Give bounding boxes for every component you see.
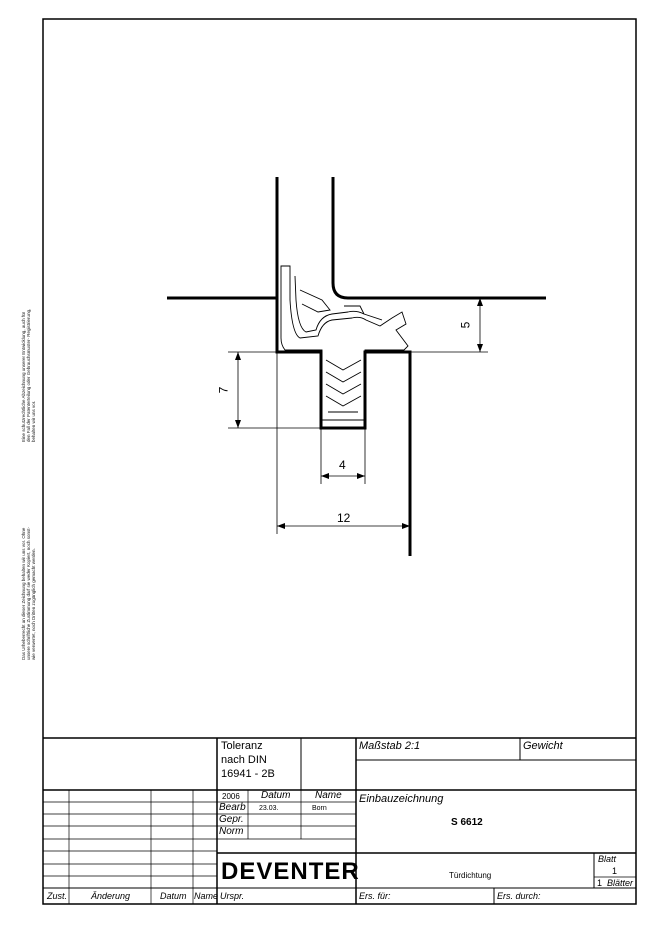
bearb-name: Born bbox=[312, 805, 327, 812]
blaetter-value: 1 bbox=[597, 878, 603, 888]
toleranz-line-3: 16941 - 2B bbox=[221, 768, 275, 780]
footer-ers-fuer: Ers. für: bbox=[359, 891, 391, 901]
gepr-label: Gepr. bbox=[219, 814, 244, 825]
copyright-line-1: Das Urheberrecht an dieser Zeichnung behalten wir uns vor. Ohne bbox=[21, 527, 26, 660]
blatt-label: Blatt bbox=[598, 854, 617, 864]
datum-header: Datum bbox=[261, 790, 291, 801]
drawing-number: S 6612 bbox=[451, 817, 483, 828]
dimension-7-label: 7 bbox=[216, 386, 231, 394]
part-description: Türdichtung bbox=[449, 871, 492, 880]
dimension-arrows bbox=[235, 298, 483, 529]
blaetter-label: Blätter bbox=[607, 878, 634, 888]
profile-drawing bbox=[167, 177, 546, 556]
toleranz-line-1: Toleranz bbox=[221, 740, 263, 752]
dimension-4-label: 4 bbox=[339, 458, 346, 472]
patent-line-2: den Fall der Patenterteilung oder Gebrauchsmuster- Registrierung, bbox=[26, 308, 32, 442]
drawing-title: Einbauzeichnung bbox=[359, 793, 444, 805]
company-logo: DEVENTER bbox=[221, 858, 360, 885]
patent-line-1: Eine schutzrechtliche Abzeichnung unserer Entwicklung, auch für bbox=[21, 311, 26, 442]
name-header: Name bbox=[315, 790, 342, 801]
footer-ers-durch: Ers. durch: bbox=[497, 891, 541, 901]
footer-name: Name bbox=[194, 891, 219, 901]
footer-datum: Datum bbox=[160, 891, 187, 901]
footer-zust: Zust. bbox=[47, 891, 68, 901]
patent-line-3: behalten wir uns vor. bbox=[31, 400, 37, 442]
copyright-note bbox=[21, 527, 37, 660]
footer-urspr: Urspr. bbox=[220, 891, 245, 901]
copyright-line-2: unsere schriftliche Zustimmung darf sie weder Kopiert, noch sonst- bbox=[26, 526, 32, 660]
dimension-5-label: 5 bbox=[458, 321, 473, 329]
dimension-lines bbox=[228, 298, 488, 534]
massstab-label: Maßstab 2:1 bbox=[359, 740, 421, 752]
patent-note bbox=[21, 309, 37, 442]
year-value: 2006 bbox=[222, 792, 240, 801]
bearb-label: Bearb bbox=[219, 802, 246, 813]
footer-aenderung: Änderung bbox=[91, 891, 131, 901]
blatt-value: 1 bbox=[612, 866, 618, 876]
toleranz-line-2: nach DIN bbox=[221, 754, 267, 766]
copyright-line-3: wie verwertet, noch Dritten zugänglich gemacht werden. bbox=[31, 548, 37, 660]
norm-label: Norm bbox=[219, 826, 244, 837]
structure-lines bbox=[167, 177, 546, 556]
seal-profile bbox=[281, 266, 408, 420]
gewicht-label: Gewicht bbox=[523, 740, 563, 752]
bearb-date: 23.03. bbox=[259, 805, 279, 812]
dimension-12-label: 12 bbox=[337, 511, 351, 525]
